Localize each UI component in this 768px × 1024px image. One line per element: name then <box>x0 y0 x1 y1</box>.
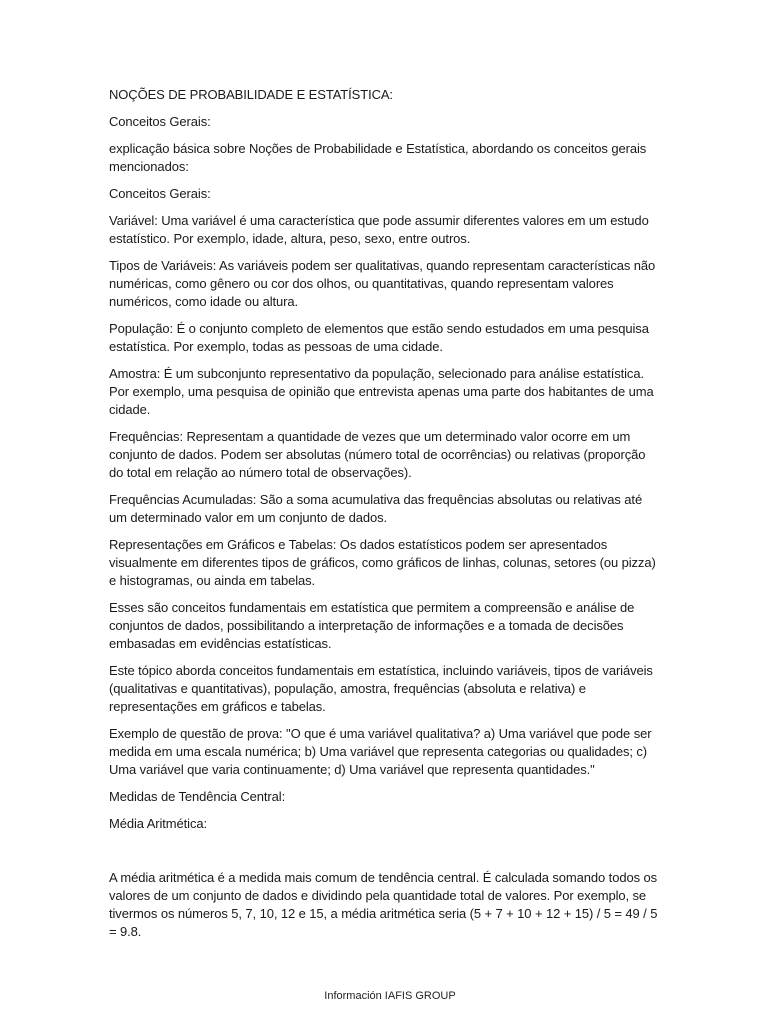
paragraph-representacoes: Representações em Gráficos e Tabelas: Os dados estatísticos podem ser apresentados visualmente em diferentes tipos de gráficos, como gráficos de linhas, colunas, setores (ou pizza) e histogramas, ou ainda em tabelas. <box>109 537 656 588</box>
paragraph-conceitos-gerais-1: Conceitos Gerais: <box>109 114 211 129</box>
blank-spacer <box>109 842 659 869</box>
paragraph-media-aritmetica-heading: Média Aritmética: <box>109 816 208 831</box>
paragraph-variavel: Variável: Uma variável é uma característica que pode assumir diferentes valores em um estudo estatístico. Por exemplo, idade, altura, peso, sexo, entre outros. <box>109 213 649 246</box>
paragraph-medidas-tendencia-central: Medidas de Tendência Central: <box>109 789 286 804</box>
paragraph-populacao: População: É o conjunto completo de elementos que estão sendo estudados em uma pesquisa estatística. Por exemplo, todas as pessoas de uma cidade. <box>109 321 649 354</box>
document-title: NOÇÕES DE PROBABILIDADE E ESTATÍSTICA: <box>109 87 393 102</box>
page-footer: Información IAFIS GROUP <box>324 990 456 1002</box>
paragraph-esses-sao-conceitos: Esses são conceitos fundamentais em estatística que permitem a compreensão e análise de conjuntos de dados, possibilitando a interpretação de informações e a tomada de decisões embasadas em evidências estatísticas. <box>109 600 635 651</box>
paragraph-frequencias: Frequências: Representam a quantidade de vezes que um determinado valor ocorre em um conjunto de dados. Podem ser absolutas (número total de ocorrências) ou relativas (proporção do total em relação ao número total de observações). <box>109 429 646 480</box>
paragraph-media-aritmetica-explicacao: A média aritmética é a medida mais comum de tendência central. É calculada somando todos os valores de um conjunto de dados e dividindo pela quantidade total de valores. Por exemplo, se tivermos os números 5, 7, 10, 12 e 15, a média aritmética seria (5 + 7 + 10 + 12 + 15) / 5 = 49 / 5 = 9.8. <box>109 870 658 939</box>
document-body <box>109 86 659 950</box>
paragraph-explicacao: explicação básica sobre Noções de Probabilidade e Estatística, abordando os conceitos gerais mencionados: <box>109 141 647 174</box>
paragraph-exemplo-questao: Exemplo de questão de prova: "O que é uma variável qualitativa? a) Uma variável que pode ser medida em uma escala numérica; b) Uma variável que representa categorias ou qualidades; c) Uma variável que varia continuamente; d) Uma variável que representa quantidades." <box>109 726 652 777</box>
paragraph-este-topico: Este tópico aborda conceitos fundamentais em estatística, incluindo variáveis, tipos de variáveis (qualitativas e quantitativas), população, amostra, frequências (absoluta e relativa) e representações em gráficos e tabelas. <box>109 663 653 714</box>
paragraph-tipos-de-variaveis: Tipos de Variáveis: As variáveis podem ser qualitativas, quando representam características não numéricas, como gênero ou cor dos olhos, ou quantitativas, quando representam valores numéricos, como idade ou altura. <box>109 258 656 309</box>
paragraph-amostra: Amostra: É um subconjunto representativo da população, selecionado para análise estatística. Por exemplo, uma pesquisa de opinião que entrevista apenas uma parte dos habitantes de uma cidade. <box>109 366 654 417</box>
paragraph-frequencias-acumuladas: Frequências Acumuladas: São a soma acumulativa das frequências absolutas ou relativas até um determinado valor em um conjunto de dados. <box>109 492 643 525</box>
paragraph-conceitos-gerais-2: Conceitos Gerais: <box>109 186 211 201</box>
